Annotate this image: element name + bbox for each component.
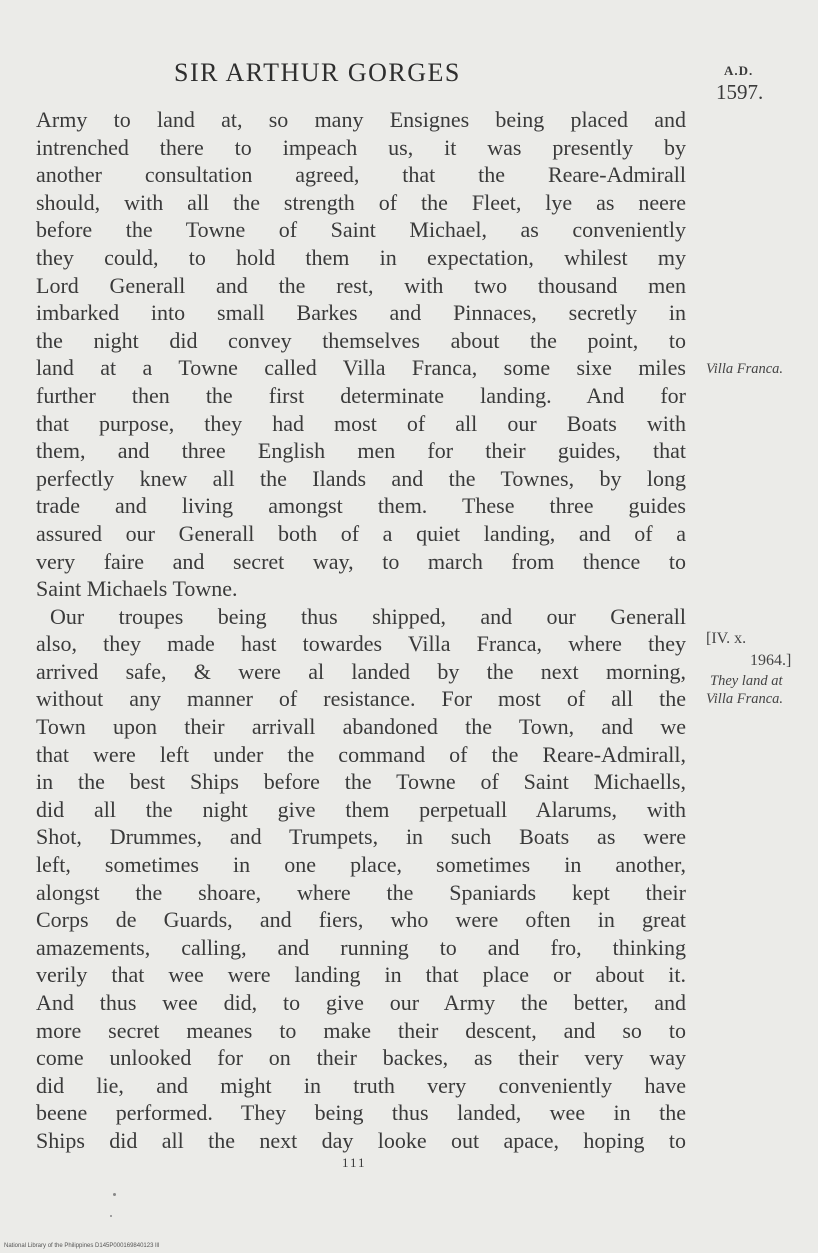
- text-line: very faire and secret way, to march from thence to: [36, 548, 686, 574]
- scan-speck: [110, 1215, 112, 1217]
- text-line: in the best Ships before the Towne of Saint Michaells,: [36, 769, 686, 795]
- text-line: arrived safe, & were al landed by the next morning,: [36, 658, 686, 684]
- text-line: also, they made hast towardes Villa Franca, where they: [36, 631, 686, 657]
- text-line: another consultation agreed, that the Reare-Admirall: [36, 162, 686, 188]
- body-text: [36, 106, 686, 1155]
- text-line: the night did convey themselves about the point, to: [36, 327, 686, 353]
- margin-note-villa-franca: Villa Franca.: [706, 361, 784, 377]
- page-number: 111: [342, 1155, 367, 1170]
- scan-speck: [113, 1193, 116, 1196]
- text-line: Town upon their arrivall abandoned the Town, and we: [36, 714, 686, 740]
- text-line: did all the night give them perpetuall Alarums, with: [36, 796, 686, 822]
- text-line: Corps de Guards, and fiers, who were often in great: [36, 907, 686, 933]
- scan-credit: National Library of the Philippines D145P000169840123 lll: [4, 1243, 160, 1249]
- text-line: Lord Generall and the rest, with two thousand men: [36, 272, 686, 298]
- margin-note-they-land: They land at: [710, 673, 783, 689]
- text-line: beene performed. They being thus landed, wee in the: [36, 1100, 686, 1126]
- text-line: further then the first determinate landing. And for: [36, 382, 686, 408]
- year: 1597.: [716, 80, 764, 104]
- text-line: trade and living amongst them. These three guides: [36, 493, 686, 519]
- text-line: should, with all the strength of the Fleet, lye as neere: [36, 189, 686, 215]
- text-line: verily that wee were landing in that place or about it.: [36, 962, 686, 988]
- text-line: intrenched there to impeach us, it was presently by: [36, 134, 686, 160]
- text-line: Shot, Drummes, and Trumpets, in such Boats as were: [36, 824, 686, 850]
- text-line: alongst the shoare, where the Spaniards kept their: [36, 879, 686, 905]
- text-line: did lie, and might in truth very conveniently have: [36, 1072, 686, 1098]
- text-line: them, and three English men for their guides, that: [36, 438, 686, 464]
- margin-volume-ref-cont: 1964.]: [750, 652, 792, 669]
- running-title: SIR ARTHUR GORGES: [174, 58, 461, 87]
- text-line: come unlooked for on their backes, as their very way: [36, 1045, 686, 1071]
- margin-note-they-land-cont: Villa Franca.: [706, 691, 784, 707]
- text-line: Saint Michaels Towne.: [36, 576, 238, 602]
- text-line: that were left under the command of the Reare-Admirall,: [36, 741, 686, 767]
- text-line: more secret meanes to make their descent, and so to: [36, 1017, 686, 1043]
- text-line: amazements, calling, and running to and fro, thinking: [36, 934, 686, 960]
- text-line: left, sometimes in one place, sometimes in another,: [36, 852, 686, 878]
- text-line: before the Towne of Saint Michael, as conveniently: [36, 217, 686, 243]
- date-label: A.D.: [724, 63, 754, 78]
- margin-volume-ref: [IV. x.: [706, 630, 747, 647]
- text-line: they could, to hold them in expectation, whilest my: [36, 244, 686, 270]
- text-line: without any manner of resistance. For most of all the: [36, 686, 686, 712]
- text-line: assured our Generall both of a quiet landing, and of a: [36, 520, 686, 546]
- text-line: And thus wee did, to give our Army the better, and: [36, 990, 686, 1015]
- text-line: land at a Towne called Villa Franca, some sixe miles: [36, 355, 686, 381]
- text-line: Ships did all the next day looke out apace, hoping to: [36, 1127, 686, 1153]
- text-line: that purpose, they had most of all our Boats with: [36, 410, 686, 436]
- text-line: perfectly knew all the Ilands and the Townes, by long: [36, 465, 686, 491]
- text-line: Army to land at, so many Ensignes being placed and: [36, 107, 686, 132]
- text-line: imbarked into small Barkes and Pinnaces, secretly in: [36, 300, 686, 326]
- text-line: Our troupes being thus shipped, and our Generall: [50, 603, 686, 629]
